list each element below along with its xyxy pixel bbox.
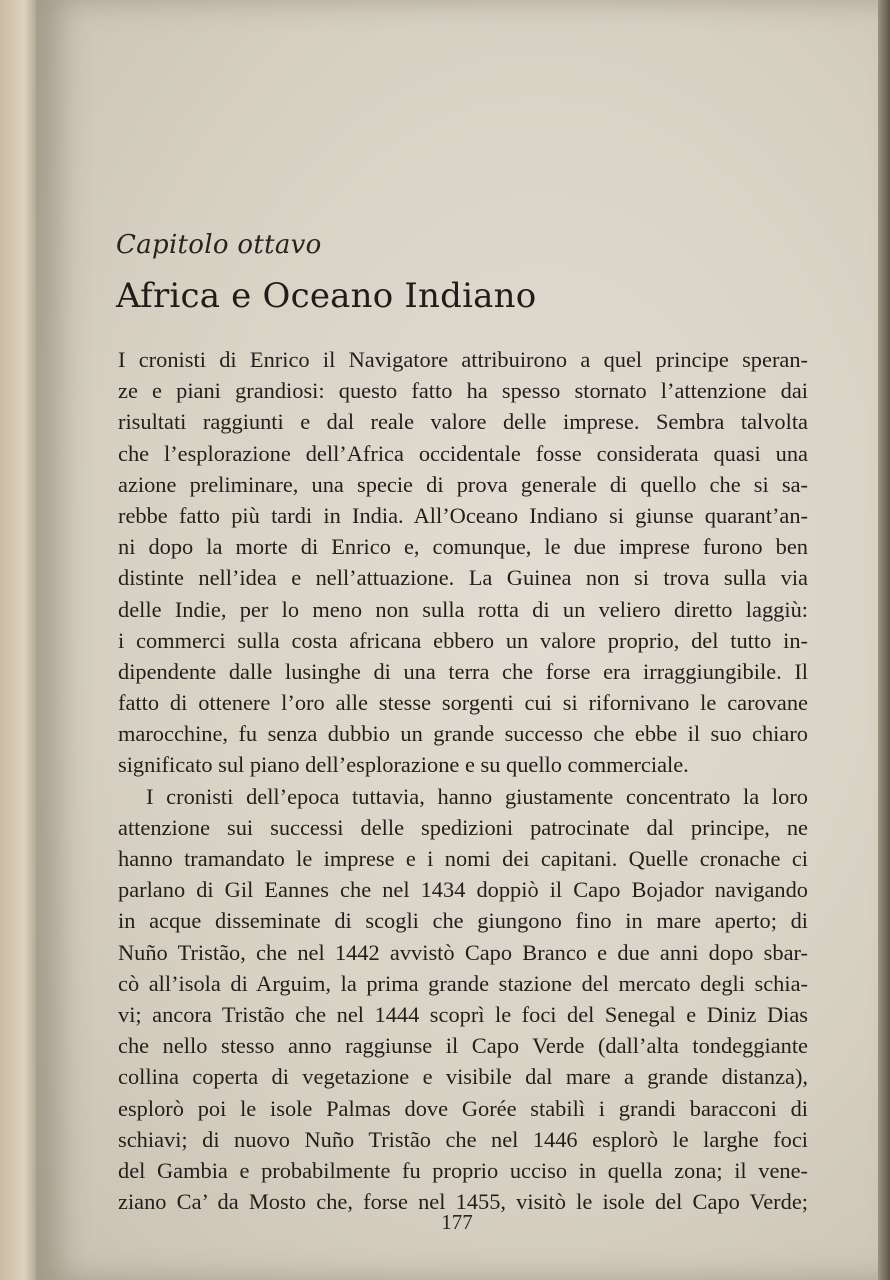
facing-page-edge (0, 0, 40, 1280)
text-line: ziano Ca’ da Mosto che, forse nel 1455, visitò le isole del Capo Verde; (118, 1189, 808, 1215)
text-line: collina coperta di vegetazione e visibile dal mare a grande distanza), (118, 1064, 808, 1090)
text-line: ni dopo la morte di Enrico e, comunque, le due imprese furono ben (118, 534, 808, 560)
book-edge (878, 0, 890, 1280)
text-line: parlano di Gil Eannes che nel 1434 doppiò il Capo Bojador navigando (118, 877, 808, 903)
text-line: vi; ancora Tristão che nel 1444 scoprì le foci del Senegal e Diniz Dias (118, 1001, 808, 1027)
text-line: che nello stesso anno raggiunse il Capo Verde (dall’alta tondeggiante (118, 1033, 808, 1059)
text-line: significato sul piano dell’esplorazione e su quello commerciale. (118, 752, 689, 778)
text-line: i commerci sulla costa africana ebbero un valore proprio, del tutto in- (118, 627, 808, 653)
text-line: Nuño Tristão, che nel 1442 avvistò Capo Branco e due anni dopo sbar- (118, 939, 808, 965)
book-page (36, 0, 878, 1280)
text-line: esplorò poi le isole Palmas dove Gorée stabilì i grandi baracconi di (118, 1095, 808, 1121)
text-line: I cronisti dell’epoca tuttavia, hanno giustamente concentrato la loro (146, 783, 808, 809)
text-line: del Gambia e probabilmente fu proprio ucciso in quella zona; il vene- (118, 1157, 808, 1183)
chapter-label: Capitolo ottavo (116, 230, 322, 260)
text-line: I cronisti di Enrico il Navigatore attribuirono a quel principe speran- (118, 347, 808, 372)
text-line: attenzione sui successi delle spedizioni patrocinate dal principe, ne (118, 814, 808, 840)
text-line: marocchine, fu senza dubbio un grande successo che ebbe il suo chiaro (118, 721, 808, 747)
text-line: fatto di ottenere l’oro alle stesse sorgenti cui si rifornivano le carovane (118, 690, 808, 716)
text-line: distinte nell’idea e nell’attuazione. La Guinea non si trova sulla via (118, 565, 808, 591)
text-line: azione preliminare, una specie di prova generale di quello che si sa- (118, 471, 808, 497)
body-text (118, 344, 808, 1217)
text-line: cò all’isola di Arguim, la prima grande stazione del mercato degli schia- (118, 970, 808, 996)
text-line: schiavi; di nuovo Nuño Tristão che nel 1446 esplorò le larghe foci (118, 1126, 808, 1152)
text-line: ze e piani grandiosi: questo fatto ha spesso stornato l’attenzione dai (118, 378, 808, 404)
text-line: rebbe fatto più tardi in India. All’Oceano Indiano si giunse quarant’an- (118, 502, 808, 528)
text-line: hanno tramandato le imprese e i nomi dei capitani. Quelle cronache ci (118, 846, 808, 871)
text-line: in acque disseminate di scogli che giungono fino in mare aperto; di (118, 908, 808, 934)
page-number: 177 (441, 1210, 473, 1234)
text-line: risultati raggiunti e dal reale valore delle imprese. Sembra talvolta (118, 409, 808, 435)
text-line: delle Indie, per lo meno non sulla rotta di un veliero diretto laggiù: (118, 596, 808, 622)
text-line: dipendente dalle lusinghe di una terra che forse era irraggiungibile. Il (118, 658, 808, 684)
chapter-title: Africa e Oceano Indiano (116, 276, 537, 316)
text-line: che l’esplorazione dell’Africa occidentale fosse considerata quasi una (118, 440, 808, 466)
paragraph-1 (118, 344, 808, 781)
paragraph-2 (118, 781, 808, 1218)
